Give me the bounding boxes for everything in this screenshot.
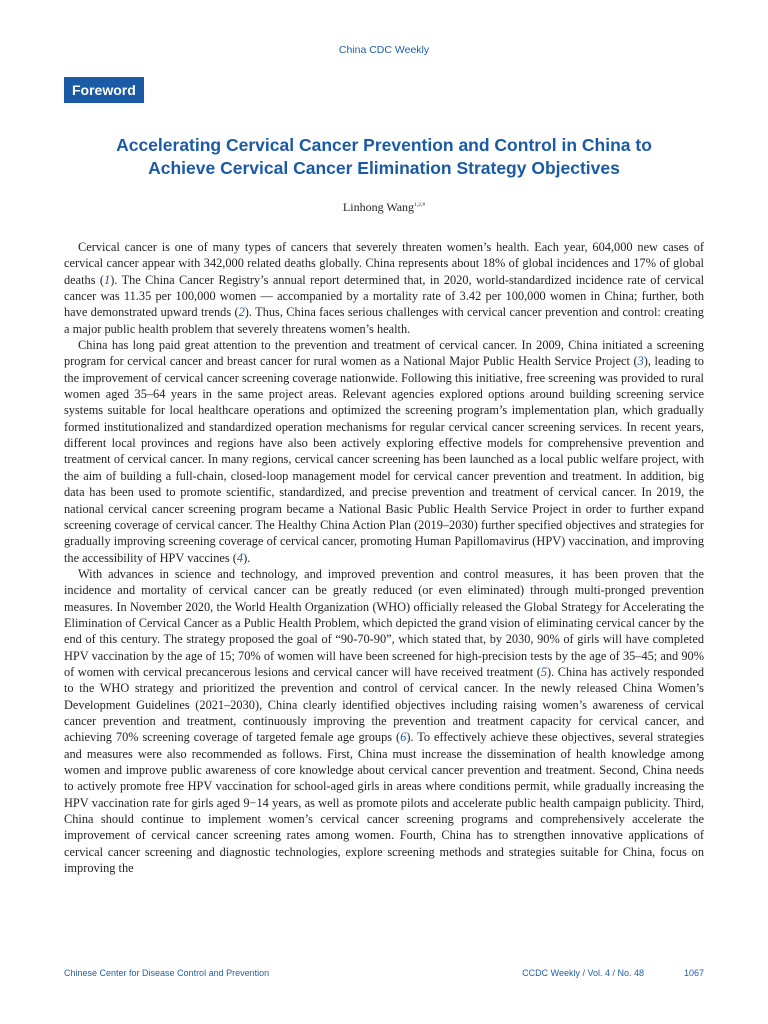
article-title-line-1: Accelerating Cervical Cancer Prevention and Control in China to xyxy=(116,135,652,155)
author-affiliation-marks: 1,2,# xyxy=(414,202,426,208)
paragraph-text: ). To effectively achieve these objectives, several strategies and measures were also recommended as follows. First, China must increase the dissemination of health knowledge among women and improve public awareness of core knowledge about cervical cancer prevention and treatment. Second, China needs to actively promote free HPV vaccination for school-aged girls in areas where conditions permit, while gradually increasing the HPV vaccination rate for girls aged 9−14 years, as well as promote pilots and accelerate public health campaign publicity. Third, China should continue to implement women’s cervical cancer screening programs and comprehensively accelerate the improvement of cervical cancer screening rates among women. Fourth, China has to strengthen innovative applications of cervical cancer screening and diagnostic technologies, explore screening methods and strategies suitable for China, focus on improving the xyxy=(64,730,705,876)
article-title xyxy=(40,134,728,180)
paragraph-text: China has long paid great attention to the prevention and treatment of cervical cancer. In 2009, China initiated a screening program for cervical cancer and breast cancer for rural women as a National Major Public Health Service Project ( xyxy=(64,338,704,369)
paragraph-text: ). xyxy=(243,550,251,565)
paragraph-text: ), leading to the improvement of cervical cancer screening coverage nationwide. Following this initiative, free screening was provided to rural women aged 35–64 years in the same project areas. Relevant agencies explored options around building screening service systems suitable for local healthcare operations and optimized the screening program’s implementation plan, which gradually formed institutionalized and standardized operation mechanisms for regular cervical cancer screening services. In recent years, different local provinces and regions have also been actively exploring effective models for comprehensive prevention and treatment of cervical cancer. In many regions, cervical cancer screening has been launched as a local public welfare project, with the aim of building a full-chain, closed-loop management model for cervical cancer prevention and treatment. In addition, big data has been used to promote scientific, standardized, and precise prevention and treatment of cervical cancer. In 2019, the national cervical cancer screening program became a National Basic Public Health Service Project in order to further expand screening coverage of cervical cancer. The Healthy China Action Plan (2019–2030) further specified objectives and strategies for gradually improving screening coverage of cervical cancer, promoting Human Papillomavirus (HPV) vaccination, and improving the accessibility of HPV vaccines ( xyxy=(64,354,704,565)
author-name: Linhong Wang xyxy=(342,200,415,214)
author-byline xyxy=(0,200,768,215)
page-footer xyxy=(64,968,704,982)
article-body xyxy=(64,239,704,876)
footer-citation: CCDC Weekly / Vol. 4 / No. 48 xyxy=(522,968,644,978)
article-title-line-2: Achieve Cervical Cancer Elimination Strategy Objectives xyxy=(148,158,620,178)
body-paragraph-3 xyxy=(64,566,704,877)
body-paragraph-2 xyxy=(64,337,704,566)
paragraph-text: ). The China Cancer Registry’s annual report determined that, in 2020, world-standardized incidence rate of cervical cancer was 11.35 per 100,000 women — accompanied by a mortality rate of 3.42 per 100,000 women in China; further, both have demonstrated upward trends ( xyxy=(64,272,705,320)
footer-page-number: 1067 xyxy=(683,968,704,978)
footer-publisher: Chinese Center for Disease Control and Prevention xyxy=(64,968,270,978)
section-tag-foreword: Foreword xyxy=(64,77,144,103)
paragraph-text: With advances in science and technology, and improved prevention and control measures, it has been proven that the incidence and mortality of cervical cancer can be greatly reduced (or even eliminated) through multi-pronged prevention measures. In November 2020, the World Health Organization (WHO) officially released the Global Strategy for Accelerating the Elimination of Cervical Cancer as a Public Health Problem, which depicted the grand vision of eliminating cervical cancer by the end of this century. The strategy proposed the goal of “90-70-90”, which stated that, by 2030, 90% of girls will have completed HPV vaccination by the age of 15; 70% of women will have been screened for high-precision tests by the age of 35–45; and 90% of women with cervical precancerous lesions and cervical cancer will have received treatment ( xyxy=(64,566,704,679)
paragraph-text: Cervical cancer is one of many types of cancers that severely threaten women’s health. Each year, 604,000 new cases of cervical cancer appear with 342,000 related deaths globally. China represents about 18% of global incidences and 17% of global deaths ( xyxy=(64,240,704,287)
reference-link-2[interactable]: 2 xyxy=(238,305,245,320)
body-paragraph-1 xyxy=(64,239,704,337)
reference-link-4[interactable]: 4 xyxy=(236,550,244,565)
reference-link-1[interactable]: 1 xyxy=(104,272,111,287)
reference-link-3[interactable]: 3 xyxy=(637,354,644,369)
paragraph-text: ). China has actively responded to the WHO strategy and prioritized the prevention and control of cervical cancer. In the newly released China Women’s Development Guidelines (2021–2030), China clearly identified objectives including raising women’s awareness of cervical cancer prevention and treatment, continuously improving the prevention and treatment capacity for cervical cancer, and achieving 70% screening coverage of targeted female age groups ( xyxy=(64,664,704,745)
paragraph-text: ). Thus, China faces serious challenges with cervical cancer prevention and control: creating a major public health problem that severely threatens women’s health. xyxy=(64,305,704,336)
reference-link-6[interactable]: 6 xyxy=(400,730,407,745)
journal-running-head: China CDC Weekly xyxy=(338,44,430,56)
reference-link-5[interactable]: 5 xyxy=(540,664,547,679)
